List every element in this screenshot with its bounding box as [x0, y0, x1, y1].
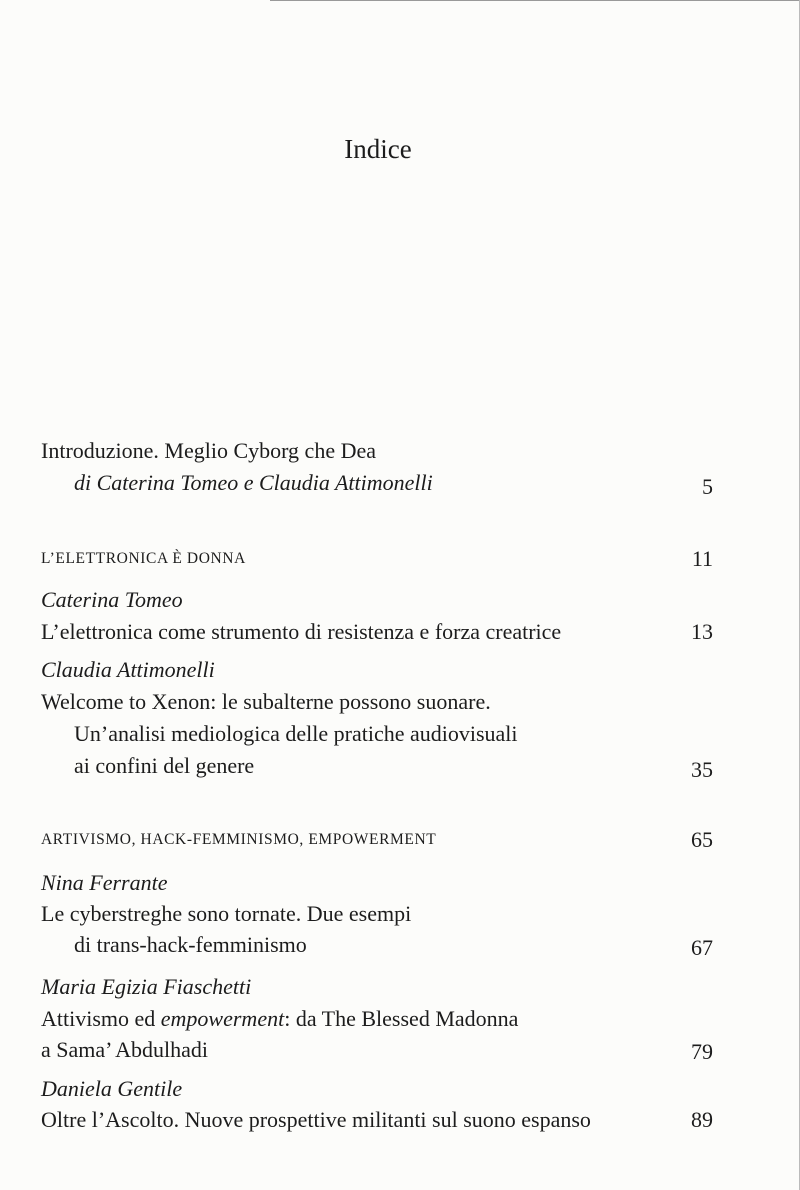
entry-title-line: Le cyberstreghe sono tornate. Due esempi	[41, 901, 412, 926]
entry-title-line: Oltre l’Ascolto. Nuove prospettive militanti sul suono espanso	[41, 1107, 591, 1132]
page-top-edge	[270, 0, 800, 1]
entry-author: Caterina Tomeo	[41, 587, 183, 612]
entry-author: Nina Ferrante	[41, 870, 168, 895]
entry-author: Daniela Gentile	[41, 1076, 183, 1101]
section-label: L’ELETTRONICA È DONNA	[41, 550, 246, 567]
entry-page-number: 13	[691, 619, 713, 644]
entry-title-line: a Sama’ Abdulhadi	[41, 1037, 208, 1062]
entry-title-line: di trans-hack-femminismo	[74, 932, 307, 957]
entry-page-number: 79	[691, 1039, 713, 1064]
entry-title-line	[41, 1005, 713, 1033]
entry-author: Claudia Attimonelli	[41, 657, 215, 682]
entry-title-prefix: Attivismo ed	[41, 1006, 161, 1031]
entry-title-line: ai confini del genere	[74, 753, 255, 778]
section-page-number: 65	[691, 827, 713, 852]
intro-page-number: 5	[702, 474, 713, 499]
entry-title-line: L’elettronica come strumento di resistenza e forza creatrice	[41, 619, 562, 644]
entry-author: Maria Egizia Fiaschetti	[41, 974, 252, 999]
section-heading-elettronica	[41, 545, 713, 573]
entry-title-italic: empowerment	[160, 1006, 285, 1031]
entry-title-suffix: : da The Blessed Madonna	[284, 1006, 519, 1031]
section-label: ARTIVISMO, HACK-FEMMINISMO, EMPOWERMENT	[41, 831, 437, 848]
entry-page-number: 89	[691, 1107, 713, 1132]
entry-page-number: 67	[691, 935, 713, 960]
entry-title-line: Welcome to Xenon: le subalterne possono suonare.	[41, 689, 491, 714]
entry-page-number: 35	[691, 757, 713, 782]
page-title: Indice	[344, 134, 412, 164]
section-heading-artivismo	[41, 826, 713, 854]
section-page-number: 11	[691, 546, 713, 571]
intro-byline: di Caterina Tomeo e Claudia Attimonelli	[74, 470, 433, 495]
intro-title: Introduzione. Meglio Cyborg che Dea	[41, 438, 377, 463]
entry-title-line: Un’analisi mediologica delle pratiche audiovisuali	[74, 721, 518, 746]
